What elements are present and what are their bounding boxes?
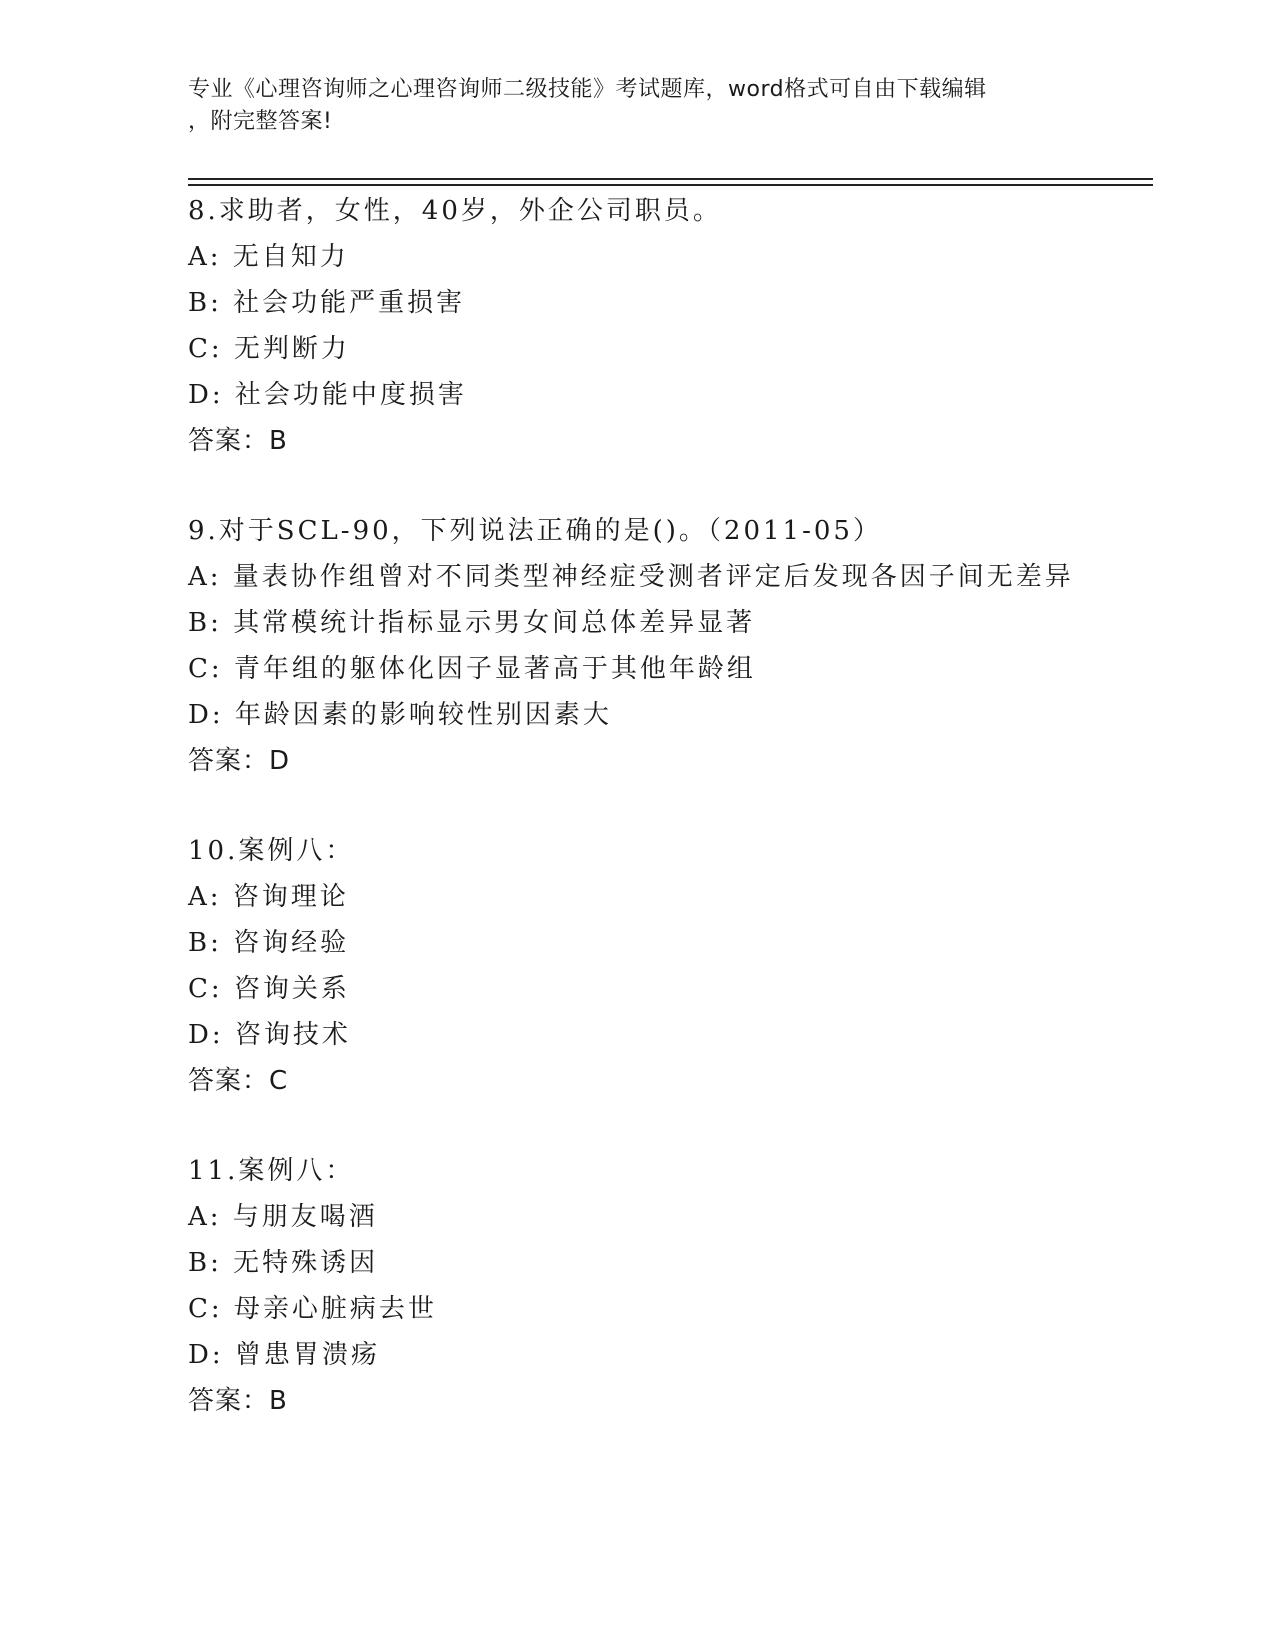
option-c: C: 母亲心脏病去世 xyxy=(188,1294,437,1324)
question-stem: 9.对于SCL-90，下列说法正确的是()。（2011-05） xyxy=(188,516,882,546)
question-stem: 11.案例八： xyxy=(188,1156,355,1186)
question-stem: 8.求助者，女性，40岁，外企公司职员。 xyxy=(188,196,722,226)
option-a: A: 咨询理论 xyxy=(188,882,349,912)
question-11 xyxy=(188,1148,1148,1424)
question-10 xyxy=(188,828,1148,1104)
option-a: A: 量表协作组曾对不同类型神经症受测者评定后发现各因子间无差异 xyxy=(188,562,1074,592)
header-divider-bottom xyxy=(188,184,1153,186)
option-b: B: 其常模统计指标显示男女间总体差异显著 xyxy=(188,608,756,638)
header-line-1: 专业《心理咨询师之心理咨询师二级技能》考试题库，word格式可自由下载编辑 xyxy=(188,77,987,102)
question-8 xyxy=(188,188,1148,464)
option-a: A: 无自知力 xyxy=(188,242,349,272)
option-d: D: 社会功能中度损害 xyxy=(188,380,467,410)
document-header xyxy=(188,74,1078,138)
option-c: C: 无判断力 xyxy=(188,334,350,364)
option-a: A: 与朋友喝酒 xyxy=(188,1202,378,1232)
option-d: D: 曾患胃溃疡 xyxy=(188,1340,380,1370)
answer-key: 答案：D xyxy=(188,746,291,776)
header-line-2: ，附完整答案! xyxy=(188,109,333,134)
header-divider-top xyxy=(188,178,1153,180)
answer-key: 答案：B xyxy=(188,1386,288,1416)
question-stem: 10.案例八： xyxy=(188,836,355,866)
option-d: D: 年龄因素的影响较性别因素大 xyxy=(188,700,612,730)
option-b: B: 社会功能严重损害 xyxy=(188,288,466,318)
option-d: D: 咨询技术 xyxy=(188,1020,351,1050)
question-9 xyxy=(188,508,1148,784)
option-b: B: 无特殊诱因 xyxy=(188,1248,379,1278)
option-b: B: 咨询经验 xyxy=(188,928,350,958)
answer-key: 答案：B xyxy=(188,426,288,456)
answer-key: 答案：C xyxy=(188,1066,289,1096)
option-c: C: 咨询关系 xyxy=(188,974,350,1004)
option-c: C: 青年组的躯体化因子显著高于其他年龄组 xyxy=(188,654,756,684)
